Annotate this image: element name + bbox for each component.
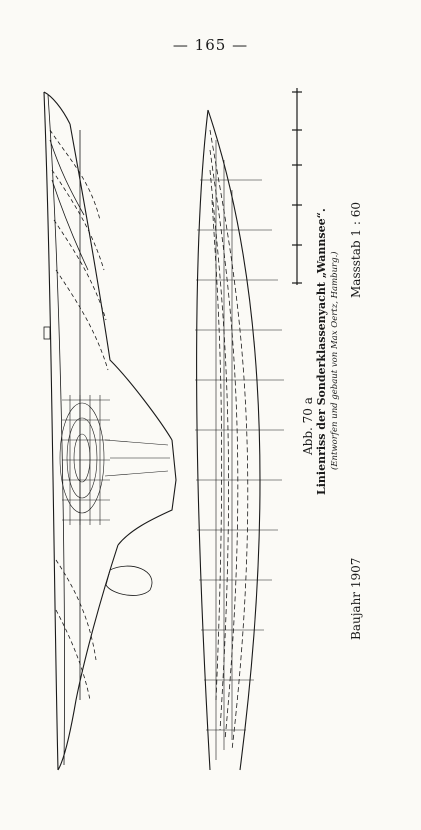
figure-credit: (Entworfen und gebaut von Max Oertz, Hamburg.) bbox=[330, 251, 340, 470]
scale-bar bbox=[292, 88, 302, 285]
figure-number: Abb. 70 a bbox=[301, 397, 315, 455]
profile-view bbox=[44, 92, 176, 770]
scale-label: Massstab 1 : 60 bbox=[349, 202, 363, 298]
page-number: — 165 — bbox=[172, 36, 249, 54]
half-breadth-view bbox=[195, 110, 284, 770]
figure-title: Linienriss der Sonderklassenyacht „Wannsee“. bbox=[315, 208, 328, 495]
build-year: Baujahr 1907 bbox=[349, 557, 363, 640]
